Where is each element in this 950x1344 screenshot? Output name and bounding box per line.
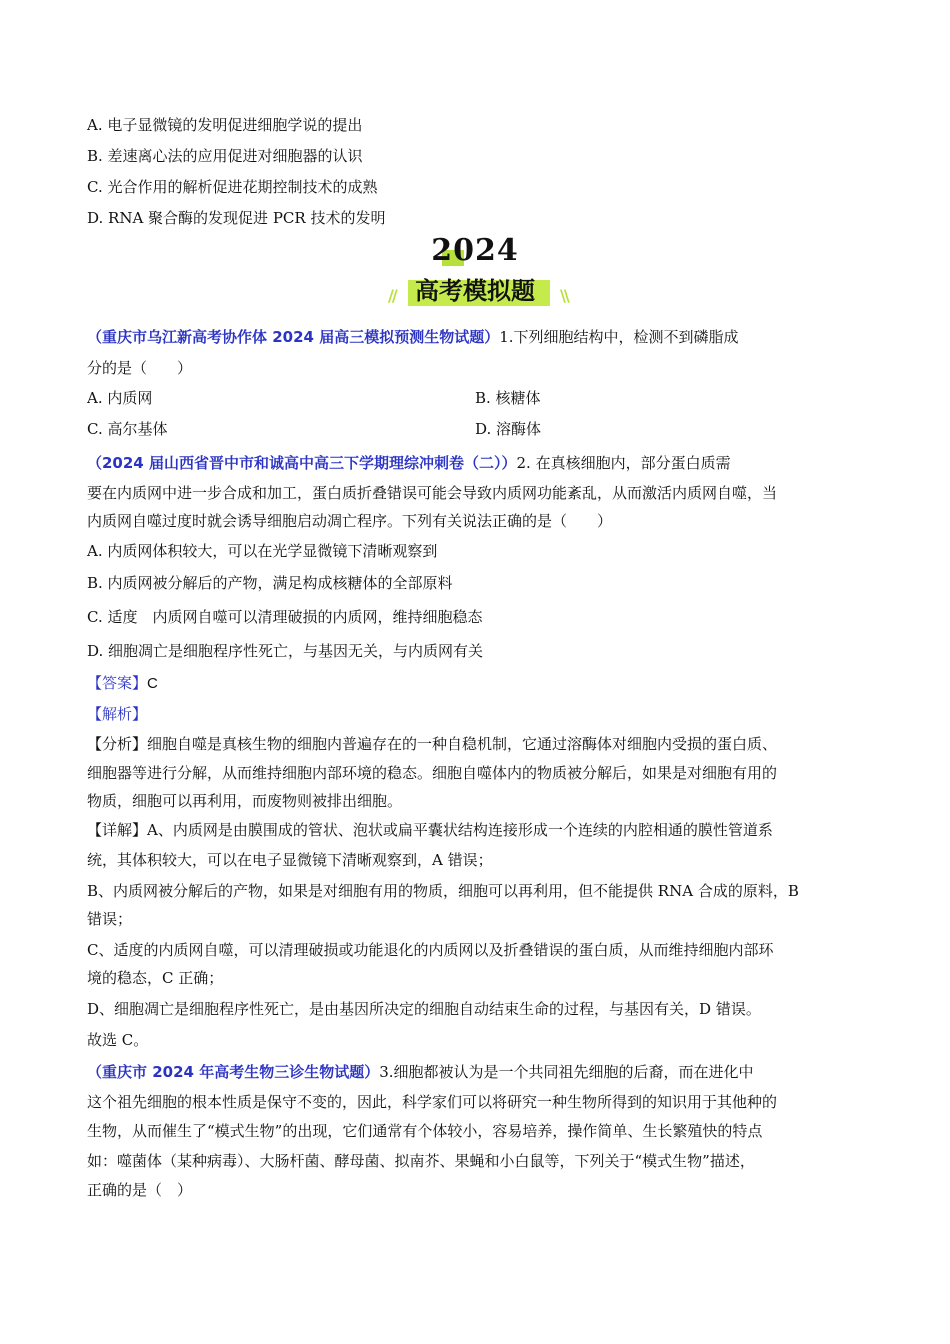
question-2-stem-line-2: 要在内质网中进一步合成和加工，蛋白质折叠错误可能会导致内质网功能紊乱，从而激活内质网自噬，当 [87, 484, 778, 502]
fenxi-tag: 【分析】 [87, 735, 148, 753]
question-2-stem: 2. 在真核细胞内，部分蛋白质需 [516, 454, 731, 472]
section-title: 高考模拟题 [415, 277, 535, 305]
question-1-option-b: B. 核糖体 [475, 389, 541, 407]
question-1-line-1 [87, 327, 739, 347]
detail-c-line-2: 境的稳态，C 正确； [87, 969, 224, 987]
question-2-option-d: D. 细胞凋亡是细胞程序性死亡，与基因无关，与内质网有关 [87, 642, 484, 660]
answer-tag: 【答案】 [87, 674, 148, 692]
question-2-stem-line-3: 内质网自噬过度时就会诱导细胞启动凋亡程序。下列有关说法正确的是（ ） [87, 512, 613, 530]
answer-line [87, 673, 158, 694]
prev-option-d: D. RNA 聚合酶的发现促进 PCR 技术的发明 [87, 209, 386, 227]
analysis-tag: 【解析】 [87, 705, 148, 723]
question-3-stem-line-2: 这个祖先细胞的根本性质是保守不变的，因此，科学家们可以将研究一种生物所得到的知识用于其他种的 [87, 1093, 778, 1111]
question-2-option-a: A. 内质网体积较大，可以在光学显微镜下清晰观察到 [87, 542, 438, 560]
question-3-source: （重庆市 2024 年高考生物三诊生物试题） [87, 1063, 380, 1081]
detail-b-line-2: 错误； [87, 910, 133, 928]
question-2-source: （2024 届山西省晋中市和诚高中高三下学期理综冲刺卷（二）） [87, 454, 517, 472]
question-2-option-c: C. 适度 内质网自噬可以清理破损的内质网，维持细胞稳态 [87, 608, 483, 626]
prev-option-c: C. 光合作用的解析促进花期控制技术的成熟 [87, 178, 378, 196]
question-3-stem-line-5: 正确的是（ ） [87, 1181, 193, 1199]
prev-option-a: A. 电子显微镜的发明促进细胞学说的提出 [87, 116, 363, 134]
question-3-stem-line-3: 生物，从而催生了“模式生物”的出现，它们通常有个体较小，容易培养，操作简单、生长繁殖快的特点 [87, 1122, 763, 1140]
fenxi-text-1: 细胞自噬是真核生物的细胞内普遍存在的一种自稳机制，它通过溶酶体对细胞内受损的蛋白质、 [147, 735, 778, 753]
detail-line-1 [87, 820, 773, 840]
question-1-option-c: C. 高尔基体 [87, 420, 168, 438]
detail-c-line-1: C、适度的内质网自噬，可以清理破损或功能退化的内质网以及折叠错误的蛋白质，从而维持细胞内部环 [87, 941, 774, 959]
question-2-line-1 [87, 453, 731, 473]
detail-d-line-1: D、细胞凋亡是细胞程序性死亡，是由基因所决定的细胞自动结束生命的过程，与基因有关，D 错误。 [87, 1000, 761, 1018]
detail-a-1: A、内质网是由膜围成的管状、泡状或扁平囊状结构连接形成一个连续的内腔相通的膜性管道系 [147, 821, 773, 839]
prev-option-b: B. 差速离心法的应用促进对细胞器的认识 [87, 147, 363, 165]
question-3-stem-line-4: 如：噬菌体（某种病毒）、大肠杆菌、酵母菌、拟南芥、果蝇和小白鼠等，下列关于“模式生物”描述， [87, 1152, 755, 1170]
answer-value: C [147, 675, 158, 692]
question-1-source: （重庆市乌江新高考协作体 2024 届高三模拟预测生物试题） [87, 328, 500, 346]
question-2-option-b: B. 内质网被分解后的产物，满足构成核糖体的全部原料 [87, 574, 453, 592]
question-1-stem: 1.下列细胞结构中，检测不到磷脂成 [499, 328, 739, 346]
detail-b-line-1: B、内质网被分解后的产物，如果是对细胞有用的物质，细胞可以再利用，但不能提供 RNA 合成的原料，B [87, 882, 799, 900]
question-3-line-1 [87, 1062, 754, 1082]
left-slash-decoration: // [388, 286, 396, 305]
fenxi-line-3: 物质，细胞可以再利用，而废物则被排出细胞。 [87, 792, 403, 810]
question-3-stem: 3.细胞都被认为是一个共同祖先细胞的后裔，而在进化中 [379, 1063, 754, 1081]
right-slash-decoration: \\ [560, 286, 568, 305]
question-1-option-d: D. 溶酶体 [475, 420, 542, 438]
xiangjie-tag: 【详解】 [87, 821, 148, 839]
fenxi-line-2: 细胞器等进行分解，从而维持细胞内部环境的稳态。细胞自噬体内的物质被分解后，如果是对细胞有用的 [87, 764, 778, 782]
question-1-option-a: A. 内质网 [87, 389, 153, 407]
conclusion: 故选 C。 [87, 1031, 149, 1049]
fenxi-line-1 [87, 734, 777, 754]
question-1-stem-line-2: 分的是（ ） [87, 359, 193, 377]
section-year: 2024 [431, 233, 519, 268]
detail-a-line-2: 统，其体积较大，可以在电子显微镜下清晰观察到，A 错误； [87, 851, 493, 869]
